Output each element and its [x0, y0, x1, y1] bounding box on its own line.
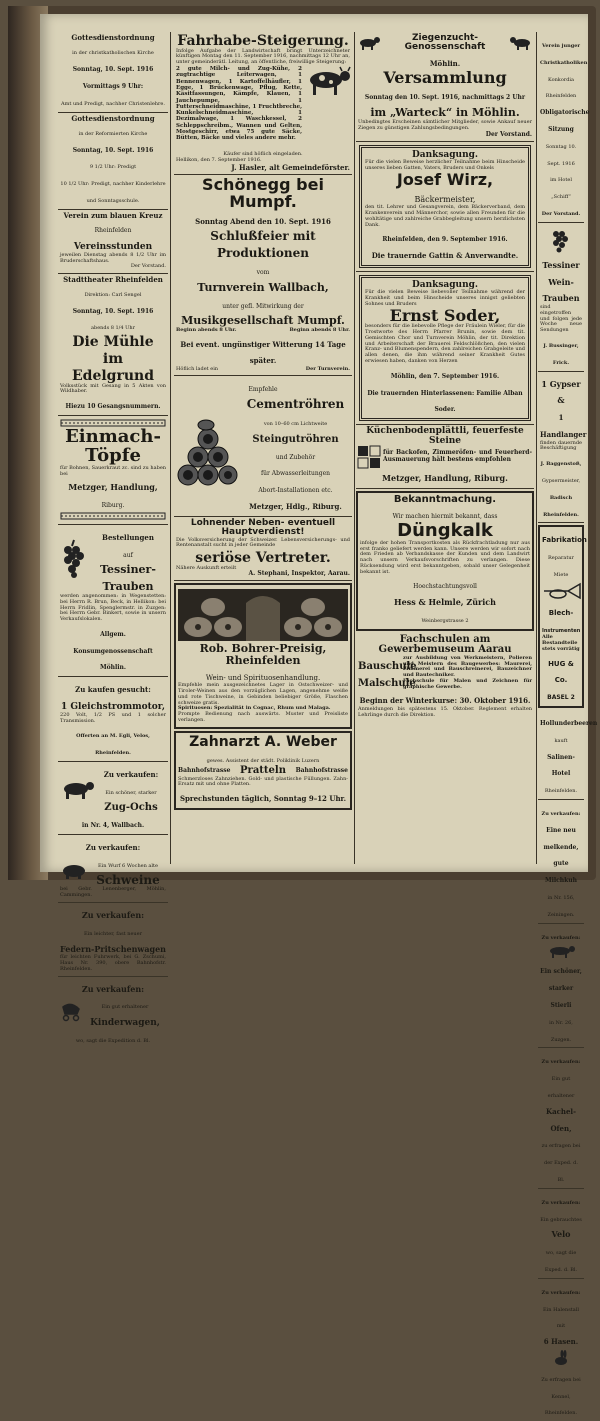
- ad-heading: Bestellungen: [102, 532, 154, 542]
- ad-text: Ein Wurf 6 Wochen alte: [98, 862, 158, 869]
- ad-heading: Vereinsstunden: [73, 242, 153, 252]
- rabbit-icon: [552, 1350, 570, 1366]
- ad-date: Beginn der Winterkurse: 30. Oktober 1916.: [359, 696, 531, 706]
- ad-heading: Trauben: [542, 293, 580, 304]
- ad-play-title: Die Mühle: [72, 334, 154, 351]
- ad-gottesdienst-christkatholisch: [58, 32, 168, 113]
- ad-date: Sonntag Abend den 10. Sept. 1916: [195, 216, 331, 226]
- ad-sub: Rheinfelden: [94, 227, 132, 235]
- column-1: [58, 32, 168, 1044]
- ad-place: Rheinfelden, den 9. September 1916.: [382, 236, 508, 244]
- ad-bohrer-preisig: [174, 583, 352, 728]
- ad-text: besonders für die liebevolle Pflege der Fräulein Wieler, für die Trostworte des Herrn Pfarrer Brunin, sowie dem tit. Gemischten Chor und Turnverein Möhlin, der tit. Direktion und Arbeiterschaft der Brauerei Feldschlößchen, den vielen Kranz- und Blumenspendern, den zahlreichen Grabgeleite und allen denen, die ihm während seiner Krankheit Gutes erwiesen haben, danken von Herzen: [365, 323, 525, 364]
- ad-danksagung-soder: [356, 272, 534, 425]
- ad-sign: A. Stephani, Inspektor, Aarau.: [248, 570, 350, 578]
- ad-date: Sonntag den 10. Sept. 1916, nachmittags 2 Uhr: [364, 94, 526, 102]
- goat-icon: [510, 36, 532, 50]
- ad-text: Bahnhofstrasse: [295, 767, 348, 775]
- ad-kachel-ofen: [538, 1048, 584, 1188]
- ad-place: Badisch Rheinfelden.: [543, 494, 579, 518]
- ad-schweine: [58, 835, 168, 903]
- ad-time: Beginn abends 8 Uhr.: [289, 327, 350, 334]
- ad-heading: Trauben: [102, 580, 154, 594]
- ad-text: jeweilen Dienstag abends 8 1/2 Uhr im Bruderschaftshaus.: [60, 251, 166, 264]
- ad-sub: Konkordia Rheinfelden: [545, 76, 577, 100]
- ad-heading: Turnverein Wallbach,: [197, 280, 329, 294]
- column-2: [174, 32, 352, 864]
- ad-text: für Backofen, Zimmeröfen- und Feuerherd-Ausmauerung hält bestens empfohlen: [383, 449, 532, 463]
- ad-text: Die Volksversicherung der Schweizer. Lebensversicherungs- und Rentenanstalt sucht in jeder Gemeinde: [176, 536, 350, 549]
- ad-text: Anmeldungen bis spätestens 15. Oktober. Reglement erhalten Lehrlinge durch die Direktion.: [358, 706, 532, 718]
- ad-hasen: [538, 1279, 584, 1421]
- pipes-icon: [176, 419, 238, 489]
- ad-title: Danksagung.: [411, 279, 479, 290]
- ad-bekanntmachung: [356, 491, 534, 631]
- ad-firm: Rob. Bohrer-Preisig, Rheinfelden: [199, 642, 327, 667]
- ad-line: Vormittags 9 Uhr:: [82, 82, 144, 90]
- ad-sign: Offerten an M. Egli, Velos, Rheinfelden.: [76, 733, 150, 757]
- ad-heading: Töpfe: [85, 444, 141, 466]
- ad-place: Möhlin, den 7. September 1916.: [390, 372, 500, 380]
- ad-title: Gottesdienstordnung: [71, 113, 155, 123]
- ad-fahrhabe-steigerung: [174, 32, 352, 175]
- grapes-icon: [60, 540, 88, 580]
- ad-place: Zu erfragen bei Kennel, Rheinfelden.: [541, 1376, 581, 1417]
- ad-heading: Instrumenten: [542, 627, 581, 634]
- ad-place: wo, sagt die Exped. d. Bl.: [544, 1250, 578, 1273]
- ad-text: bei Gebr. Lenenberger, Möhlin, Cammingen.: [60, 886, 166, 899]
- ad-text: Infolge Aufgabe der Landwirtschaft bringt Unterzeichneter künftigen Montag den 11. September 1916, nachmittags 12 Uhr an, unter gemeinderätl. Leitung, an öffentliche, freiwillige Steigerung:: [176, 47, 350, 66]
- ad-place: Riburg.: [101, 502, 125, 510]
- ad-text: Abort-Installationen etc.: [258, 487, 333, 495]
- ad-text: Alle Bestandteile stets vorrätig: [542, 634, 580, 652]
- ad-heading: Kinderwagen,: [90, 1018, 160, 1029]
- ad-firm: Metzger, Hdlg., Riburg.: [249, 501, 342, 511]
- ad-title: Fahrhabe-Steigerung.: [177, 33, 349, 49]
- ad-heading: Cementröhren: [246, 397, 345, 412]
- ad-gleichstrommotor: [58, 677, 168, 762]
- ad-heading: Wein-: [548, 276, 574, 287]
- ad-sub: in der christkatholischen Kirche: [72, 50, 154, 57]
- ad-heading: Federn-Pritschenwagen: [60, 943, 166, 954]
- ad-date: Sonntag, 10. Sept. 1916: [72, 66, 154, 74]
- ad-heading: Blech-: [548, 608, 574, 617]
- ad-heading: Zu kaufen gesucht:: [75, 685, 151, 695]
- ad-title: Verein junger Christkatholiken: [540, 43, 588, 66]
- column-4: [538, 32, 598, 1417]
- ad-text: Ein schöner, starker: [105, 789, 157, 796]
- ad-heading: Zu verkaufen:: [541, 1199, 581, 1206]
- ad-text: Nähere Auskunft erteilt: [176, 564, 237, 571]
- ad-vertreter: [174, 517, 352, 582]
- ad-text: Für die vielen Beweise liebevoller Teilnahme während der Krankheit und beim Hinscheide unseres innigst geliebten Sohnes und Bruders: [365, 289, 525, 307]
- ad-text: Prompte Bedienung nach auswärts. Muster und Preisliste verlangen.: [178, 711, 348, 723]
- ad-title: Schönegg bei Mumpf.: [202, 175, 324, 211]
- ad-note: Bei event. ungünstiger Witterung 14 Tage später.: [180, 339, 346, 366]
- ad-ziegenzucht: [356, 32, 534, 142]
- ad-text: Ein Halenstall mit: [543, 1306, 579, 1330]
- ad-text: zur Ausbildung von Werkmeistern, Polieren und Meistern des Baugewerbes: Maurerei, Zimmerei und Bauschreinerei, Bauzeichner und Bautechniker.: [403, 654, 532, 679]
- ad-loc: im Hotel „Schiff“: [550, 177, 572, 201]
- ad-heading: 1 Handlanger: [540, 413, 587, 439]
- ad-text: Fachschule für Malen und Zeichnen für graphische Gewerbe.: [403, 677, 532, 690]
- ad-sub: Gypsermeister,: [541, 477, 581, 484]
- ad-heading: Ein schöner, starker Stierli: [540, 968, 582, 1009]
- ad-sign: Der Turnverein.: [305, 366, 350, 373]
- ad-hug-instrumente: [538, 525, 587, 708]
- ad-title: Ziegenzucht-Genossenschaft: [404, 33, 486, 53]
- ad-sign: Hoechstachtungsvoll: [413, 583, 477, 591]
- trumpet-icon: [542, 582, 582, 600]
- ad-heading: 6 Hasen.: [543, 1337, 579, 1347]
- ad-heading: Zu verkaufen:: [103, 769, 159, 779]
- ad-text: 220 Volt, 1/2 PS und 1 solcher Transmission.: [60, 711, 166, 724]
- ad-sub: Reparatur: [548, 555, 574, 562]
- ad-heading: 1 Gypser &: [541, 378, 581, 406]
- ad-text: Käufer sind höflich eingeladen.: [223, 150, 303, 157]
- ornament-frame: [359, 275, 531, 421]
- ad-heading: seriöse Vertreter.: [195, 550, 331, 567]
- ad-heading: Velo: [551, 1229, 571, 1240]
- ad-sign: J. Hasler, alt Gemeindeförster.: [231, 162, 350, 172]
- ad-heading: Schweine: [96, 872, 160, 887]
- ad-heading: Zu verkaufen:: [541, 934, 581, 941]
- tile-icon: [358, 446, 380, 468]
- ad-place: Hellikon, den 7. September 1916.: [176, 157, 262, 164]
- ad-verein-christkatholiken: [538, 32, 590, 223]
- column-3: [356, 32, 534, 864]
- ad-heading: Salinen-Hotel: [547, 753, 575, 778]
- ad-pritschenwagen: [58, 903, 168, 977]
- ad-place: in Nr. 4, Wallbach.: [81, 822, 145, 830]
- ad-kinderwagen: [58, 977, 168, 1049]
- ad-sign: Der Vorstand.: [130, 263, 166, 270]
- ad-hours: Sprechstunden täglich, Sonntag 9–12 Uhr.: [179, 794, 347, 804]
- goat-icon: [358, 36, 380, 50]
- ad-text: Ein gut erhaltener: [101, 1004, 149, 1011]
- ad-text: Unbedingtes Erscheinen sämtlicher Mitglieder, sowie Ankauf neuer Ziegen zu günstigen Zahlungsbedingungen.: [358, 119, 532, 131]
- ad-text: Empfehle mein ausgezeichnetes Lager in Ostschweizer- und Tiroler-Weinen aus den vorzüglichen Lagen, angenehme weiße und rote Tischweine, in Gebinden beliebiger Größe, Flaschen schweize gratis.: [178, 682, 348, 706]
- ad-heading: Einmach-: [65, 425, 161, 447]
- ad-firm: Hess & Helmle, Zürich: [394, 597, 496, 608]
- ad-title: Danksagung.: [411, 149, 479, 160]
- ad-tessiner-trauben: [58, 525, 168, 677]
- ad-heading: Zu verkaufen:: [541, 1059, 581, 1066]
- ad-heading: Zu verkaufen:: [541, 1289, 581, 1296]
- ad-place: Möhlin.: [429, 58, 461, 68]
- ad-text: wo, sagt die Expedition d. Bl.: [75, 1037, 151, 1044]
- ad-text: für leichten Fuhrwerk, bei G. Zschumi, Haus Nr. 390, obere Bahnhofstr. Rheinfelden.: [60, 954, 166, 972]
- ad-firm: Metzger, Handlung,: [68, 482, 158, 493]
- ad-text: von 10–60 cm Lichtweite: [263, 420, 328, 427]
- ad-sub: Miete: [553, 571, 569, 578]
- column-rule: [354, 32, 355, 864]
- ad-heading: Musikgesellschaft Mumpf.: [181, 314, 345, 328]
- ad-stierli: [538, 924, 584, 1049]
- wine-cellar-icon: [178, 589, 348, 641]
- ad-sub: Bäckermeister,: [414, 194, 476, 204]
- ad-heading: 1 Gleichstrommotor,: [60, 701, 166, 712]
- ad-text: Ein gut erhaltener: [547, 1076, 575, 1099]
- ad-sign: Der Vorstand.: [541, 210, 581, 217]
- ad-heading: Malschule: [358, 678, 416, 690]
- ad-place: BASEL 2: [547, 694, 575, 702]
- ad-note: Hiezu 10 Gesangsnummern.: [65, 403, 161, 411]
- ad-heading: Hollunderbeeren: [540, 720, 598, 727]
- ad-text: kauft: [554, 737, 568, 744]
- ad-heading: Kachel-Ofen,: [546, 1106, 576, 1133]
- ad-title: Bekanntmachung.: [393, 493, 497, 505]
- ad-heading: auf: [123, 551, 133, 559]
- ad-time: abends 8 1/4 Uhr: [91, 325, 135, 332]
- newspaper-page: [40, 14, 598, 1417]
- ad-time: Beginn abends 8 Uhr.: [176, 327, 237, 334]
- ad-play-title: im Edelgrund: [72, 351, 154, 384]
- ad-text: vom: [256, 269, 270, 277]
- ad-text: werden angenommen: in Wegenstetten: bei Herrn R. Brun, Beck, in Hellikon: bei Herrn Fridlin, Spenglermstr. in Zuzgen: bei Herrn Gebr. Binkert, sowie in unsern Verkaufslokalen.: [60, 593, 166, 623]
- ad-place: in Nr. 26, Zuzgen.: [549, 1019, 573, 1043]
- ad-danksagung-wirz: [356, 142, 534, 272]
- ad-place: zu erfragen bei der Exped. d. Bl.: [541, 1143, 581, 1183]
- ad-text: Ein leichter, fast neuer: [84, 930, 142, 937]
- ad-text: Schmerzloses Zahnziehen. Gold- und plastische Füllungen. Zahn-Ersatz mit und ohne Platten.: [178, 775, 348, 788]
- ad-velo: [538, 1189, 584, 1279]
- ad-heading: Fabrikation: [542, 536, 587, 545]
- ad-date: Sonntag, 10. Sept. 1916: [72, 146, 154, 154]
- ad-title: Verein zum blauen Kreuz: [63, 210, 163, 220]
- ad-addr: Weinbergstrasse 2: [421, 618, 469, 625]
- ad-heading: Versammlung: [383, 67, 507, 87]
- ox-icon: [60, 779, 94, 799]
- ad-fachschulen-aarau: [356, 633, 534, 722]
- ad-milchkuh: [538, 800, 584, 924]
- ad-cementroehren: [174, 376, 352, 516]
- ad-sign: Die trauernden Hinterlassenen: Familie Alban Soder.: [367, 389, 523, 414]
- ad-gypser: [538, 372, 587, 524]
- ad-date: Sonntag 10. Sept. 1916: [545, 143, 577, 167]
- ad-sign: Die trauernde Gattin & Anverwandte.: [371, 251, 519, 261]
- ad-firm: Metzger, Handlung, Riburg.: [382, 472, 508, 483]
- ad-text: Volksstück mit Gesang in 5 Akten von Wildhaber.: [60, 382, 166, 395]
- ad-heading: Tessiner-: [100, 563, 156, 577]
- pram-icon: [60, 1003, 82, 1021]
- ad-place: Pratteln: [240, 765, 286, 777]
- ad-heading: Tessiner: [542, 259, 580, 270]
- ad-zahnarzt: [174, 731, 352, 810]
- ad-heading: Zu verkaufen:: [85, 843, 141, 853]
- ad-title: Küchenbodenplättli, feuerfeste Steine: [366, 426, 524, 446]
- ad-heading: Ernst Soder,: [389, 305, 501, 325]
- ad-heading: Düngkalk: [397, 520, 493, 542]
- ad-schoenegg: [174, 175, 352, 376]
- ad-sign: Der Vorstand.: [485, 130, 532, 138]
- ad-text: für Abwasserleitungen: [260, 470, 331, 478]
- ad-sub: gewes. Assistent der städt. Poliklinik Luzern: [206, 758, 320, 765]
- ad-title: Zahnarzt A. Weber: [189, 733, 337, 750]
- ad-sub: Wir machen hiermit bekannt, dass: [392, 513, 498, 521]
- ad-text: Höflich ladet ein: [176, 366, 219, 373]
- ad-text: für Bohnen, Sauerkraut zc. sind zu haben bei: [60, 464, 166, 477]
- ad-text: unter gefl. Mitwirkung der: [222, 302, 304, 310]
- ad-heading: Zug-Ochs: [104, 802, 158, 814]
- ad-heading: Zu verkaufen:: [81, 909, 145, 920]
- ad-place: in Nr. 156, Zeiningen.: [547, 894, 575, 918]
- ad-line: 10 1/2 Uhr: Predigt, nachher Kinderlehre und Sonntagsschule.: [60, 181, 166, 205]
- ad-title: Stadttheater Rheinfelden: [63, 274, 163, 284]
- ad-heading: Zu verkaufen:: [541, 810, 581, 817]
- ad-text: Für die vielen Beweise herzlicher Teilnahme beim Hinscheide unseres lieben Gatten, Vaters, Bruders und Onkels: [365, 159, 525, 172]
- ad-place: Rheinfelden.: [544, 788, 578, 795]
- ad-heading: Schlußfeier mit Produktionen: [210, 229, 316, 261]
- ad-heading: Zu verkaufen:: [81, 983, 145, 994]
- ad-line: Amt und Predigt, nachher Christenlehre.: [61, 100, 165, 107]
- ad-heading: Obligatorische Sitzung: [540, 109, 590, 133]
- ad-text: Spirituosen: Spezialität in Cognac, Rhum und Malaga.: [178, 705, 331, 712]
- ad-sign: Allgem. Konsumgenossenschaft Möhlin.: [73, 630, 153, 672]
- ad-line: 9 1/2 Uhr: Predigt: [89, 164, 137, 171]
- ad-sub: Wein- und Spirituosenhandlung.: [205, 673, 321, 682]
- column-rule: [170, 32, 171, 864]
- ad-heading: im „Warteck“ in Möhlin.: [370, 106, 520, 120]
- ad-text: finden dauernde Beschäftigung: [540, 439, 582, 452]
- ad-text: infolge der hohen Transportkosten als Rückfrachtladung nur aus erst franko geliefert werden kann. Unsere werden wir sofort nach dem Frieden ab Verbandskasse der Kunden und dem Landwirt nach unsern Verkaufsvorschriften zu verlangen. Diese Rücksendung wird erst bekanntgeben, sobald unser Gelegenheit bekannt ist.: [360, 539, 530, 575]
- ad-kuechenbodenplaettli: [356, 425, 534, 489]
- grapes-icon: [550, 227, 572, 253]
- pig-icon: [60, 863, 88, 879]
- ad-sign: J. Bussinger, Frick.: [543, 342, 579, 366]
- ad-title: Gottesdienstordnung: [71, 33, 155, 42]
- ad-stadttheater: [58, 274, 168, 416]
- ad-sub: in der Reformierten Kirche: [78, 130, 148, 137]
- ad-sign: J. Baggenstoß,: [540, 461, 582, 468]
- bull-icon: [547, 944, 575, 958]
- ad-text: Bahnhofstrasse: [178, 767, 231, 775]
- ad-hollunderbeeren: [538, 710, 598, 800]
- ad-text: sind eingetroffen und folgen jede Woche neue Sendungen: [540, 304, 582, 334]
- ad-sub: Direktion: Carl Sengel: [84, 291, 142, 298]
- ad-date: Sonntag, 10. Sept. 1916: [72, 307, 154, 315]
- ornament-frame: [359, 145, 531, 268]
- ad-title: Lohnender Neben- eventuell Hauptverdienst!: [190, 517, 336, 538]
- ad-heading: Steingutröhren: [252, 433, 339, 445]
- ad-firm: HUG & Co.: [548, 659, 574, 685]
- ad-items: 2 gute Milch- und Zug-Kühe, 2 zugtrachtige Leiterwagen, 1 Bennenwagen, 1 Kartoffelhäufler, 1 Egge, 1 Brückenwage, Pflug, Kette, Käsitfassungen, Kämpfe, Klauen, 1 Jauchepumpe, 1 Futterschneidmaschine, 1 Fruchtbreche, Kunkelschneidmaschine, 1 Dezimalwage, 1 Waschkessel, 2 Schleppschreibm., Wannen und Gelten, Mostgeschirr, etwa 75 gute Säcke, Bütten, Bäcke und vieles andere mehr.: [176, 65, 302, 142]
- ornament-border: [61, 513, 165, 519]
- ad-heading: Bauschule: [358, 661, 417, 673]
- ad-tessiner-weintrauben: [538, 223, 584, 372]
- ad-blaues-kreuz: [58, 210, 168, 274]
- ad-text: Empfehle: [248, 386, 278, 394]
- ad-text: und Zubehör: [275, 453, 316, 461]
- ad-heading: Eine neu melkende, gute Milchkuh: [543, 826, 579, 885]
- column-rule: [536, 32, 537, 864]
- cow-icon: [304, 66, 350, 96]
- ad-einmachtoepfe: [58, 416, 168, 525]
- ad-gottesdienst-reformiert: [58, 113, 168, 210]
- ad-heading: Josef Wirz,: [396, 169, 494, 189]
- ad-title: Fachschulen am Gewerbemuseum Aarau: [378, 633, 512, 656]
- ad-zug-ochs: [58, 762, 168, 835]
- ad-text: den tit. Lehrer und Gesangverein, dem Bäckerverband, dem Krankenverein und Männerchor, sowie allen Freunden für die wohltätige und zahlreiche Grabbegleitung unsern herzlichsten Dank.: [365, 204, 525, 228]
- ad-text: Ein gebrauchtes: [540, 1216, 582, 1223]
